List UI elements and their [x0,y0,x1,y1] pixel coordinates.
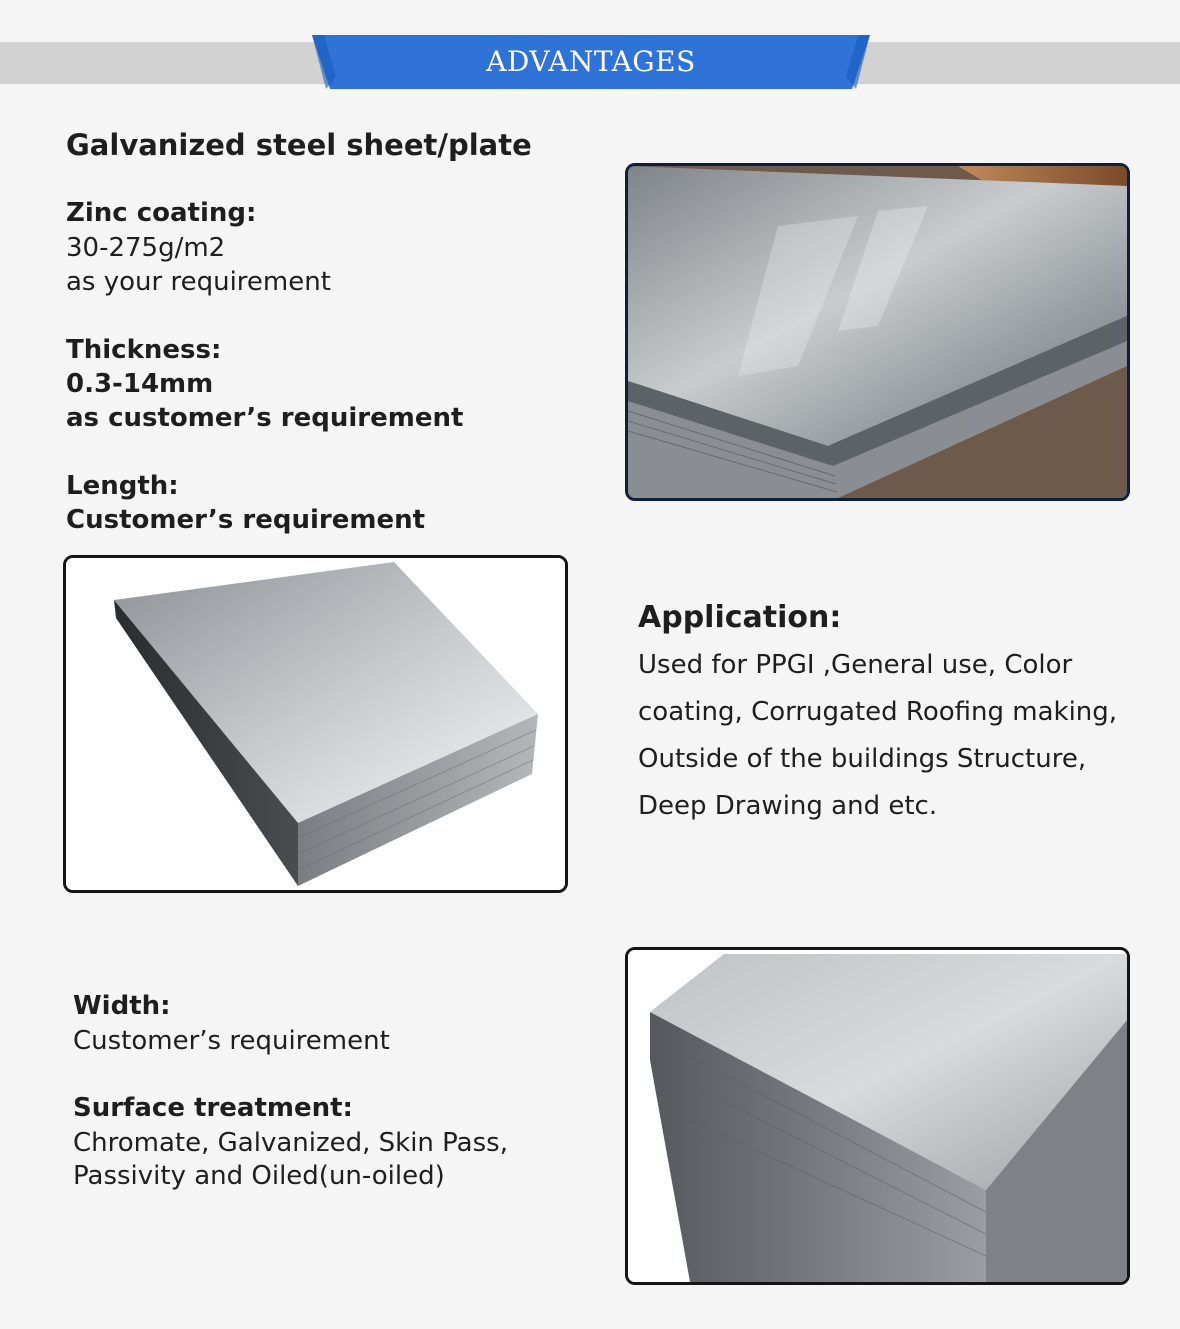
application-line: Outside of the buildings Structure, [638,744,1087,774]
application-line: Deep Drawing and etc. [638,791,938,821]
banner-title: ADVANTAGES [486,45,696,78]
surface-treatment-label: Surface treatment: [73,1093,353,1123]
width-label: Width: [73,991,171,1021]
photo-sheet-stack [625,163,1130,501]
length-label: Length: [66,471,179,501]
zinc-coating-value: 30-275g/m2 [66,233,226,263]
length-value: Customer’s requirement [66,505,426,535]
page-title: Galvanized steel sheet/plate [66,128,532,162]
thickness-note: as customer’s requirement [66,403,464,433]
thickness-value: 0.3-14mm [66,369,214,399]
width-value: Customer’s requirement [73,1026,390,1056]
photo-plate-stack [63,555,568,893]
application-line: Used for PPGI ,General use, Color [638,650,1073,680]
zinc-coating-note: as your requirement [66,267,331,297]
application-label: Application: [638,600,842,635]
thickness-label: Thickness: [66,335,222,365]
zinc-coating-label: Zinc coating: [66,198,257,228]
surface-treatment-value: Chromate, Galvanized, Skin Pass, [73,1128,508,1158]
photo-sheet-closeup [625,947,1130,1285]
surface-treatment-value-2: Passivity and Oiled(un-oiled) [73,1161,445,1191]
application-line: coating, Corrugated Roofing making, [638,697,1118,727]
section-banner [312,35,870,89]
